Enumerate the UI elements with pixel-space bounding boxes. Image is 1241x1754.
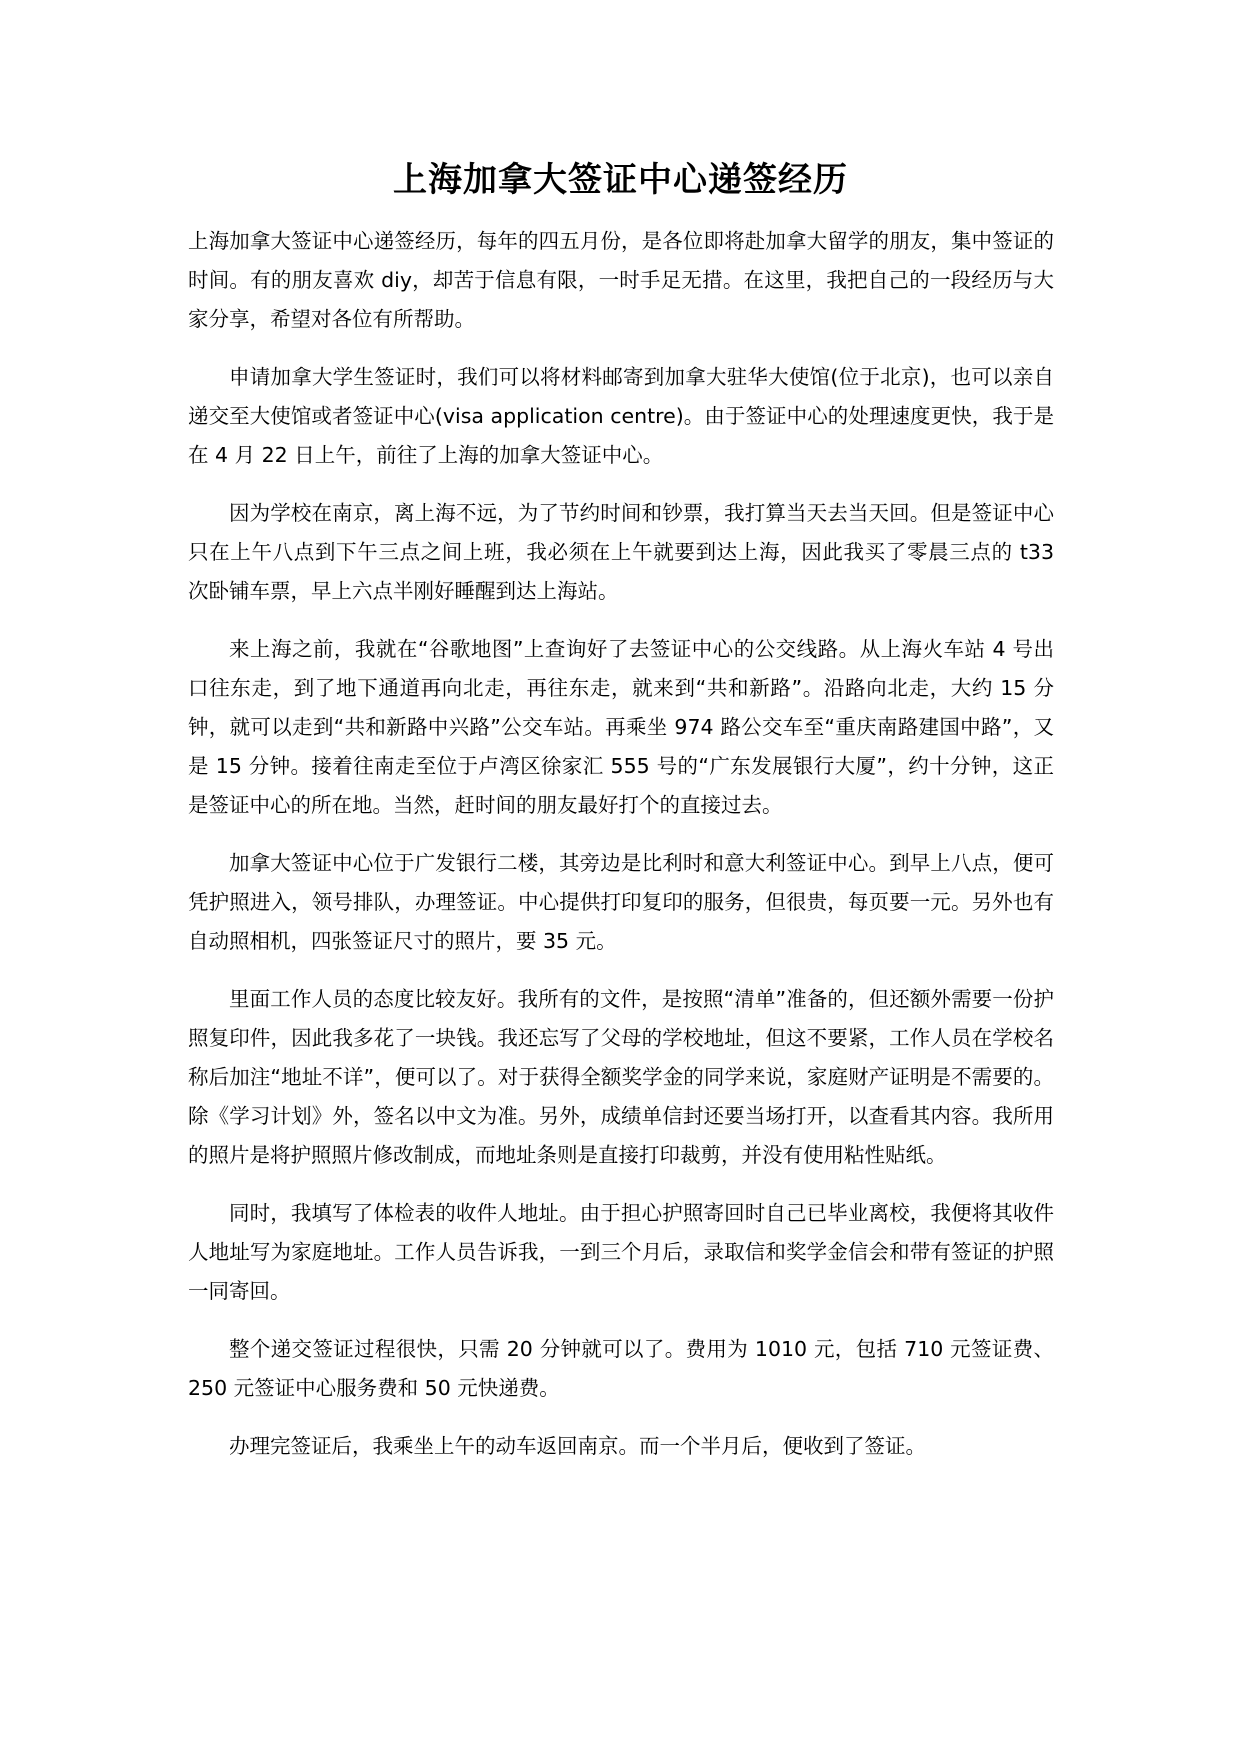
paragraph-application: 申请加拿大学生签证时，我们可以将材料邮寄到加拿大驻华大使馆(位于北京)，也可以亲自递交至大使馆或者签证中心(visa application centre)。由于签证中心的处理速度更快，我于是在 4 月 22 日上午，前往了上海的加拿大签证中心。 <box>188 365 1054 467</box>
paragraph-intro: 上海加拿大签证中心递签经历，每年的四五月份，是各位即将赴加拿大留学的朋友，集中签证的时间。有的朋友喜欢 diy，却苦于信息有限，一时手足无措。在这里，我把自己的一段经历与大家分享，希望对各位有所帮助。 <box>188 229 1054 331</box>
paragraph-fees: 整个递交签证过程很快，只需 20 分钟就可以了。费用为 1010 元，包括 710 元签证费、250 元签证中心服务费和 50 元快递费。 <box>188 1337 1054 1400</box>
document-title: 上海加拿大签证中心递签经历 <box>393 160 848 200</box>
paragraph-travel: 因为学校在南京，离上海不远，为了节约时间和钞票，我打算当天去当天回。但是签证中心只在上午八点到下午三点之间上班，我必须在上午就要到达上海，因此我买了零晨三点的 t33 次卧铺车票，早上六点半刚好睡醒到达上海站。 <box>188 501 1054 603</box>
paragraph-staff-documents: 里面工作人员的态度比较友好。我所有的文件，是按照“清单”准备的，但还额外需要一份护照复印件，因此我多花了一块钱。我还忘写了父母的学校地址，但这不要紧，工作人员在学校名称后加注“地址不详”，便可以了。对于获得全额奖学金的同学来说，家庭财产证明是不需要的。除《学习计划》外，签名以中文为准。另外，成绩单信封还要当场打开，以查看其内容。我所用的照片是将护照照片修改制成，而地址条则是直接打印裁剪，并没有使用粘性贴纸。 <box>188 987 1054 1167</box>
paragraph-route: 来上海之前，我就在“谷歌地图”上查询好了去签证中心的公交线路。从上海火车站 4 号出口往东走，到了地下通道再向北走，再往东走，就来到“共和新路”。沿路向北走，大约 15 分钟，就可以走到“共和新路中兴路”公交车站。再乘坐 974 路公交车至“重庆南路建国中路”，又是 15 分钟。接着往南走至位于卢湾区徐家汇 555 号的“广东发展银行大厦”，约十分钟，这正是签证中心的所在地。当然，赶时间的朋友最好打个的直接过去。 <box>188 637 1054 817</box>
paragraph-address: 同时，我填写了体检表的收件人地址。由于担心护照寄回时自己已毕业离校，我便将其收件人地址写为家庭地址。工作人员告诉我，一到三个月后，录取信和奖学金信会和带有签证的护照一同寄回。 <box>188 1201 1054 1303</box>
paragraph-center-location: 加拿大签证中心位于广发银行二楼，其旁边是比利时和意大利签证中心。到早上八点，便可凭护照进入，领号排队，办理签证。中心提供打印复印的服务，但很贵，每页要一元。另外也有自动照相机，四张签证尺寸的照片，要 35 元。 <box>188 851 1054 953</box>
paragraph-return: 办理完签证后，我乘坐上午的动车返回南京。而一个半月后，便收到了签证。 <box>229 1434 926 1458</box>
document-body <box>188 222 1054 1485</box>
